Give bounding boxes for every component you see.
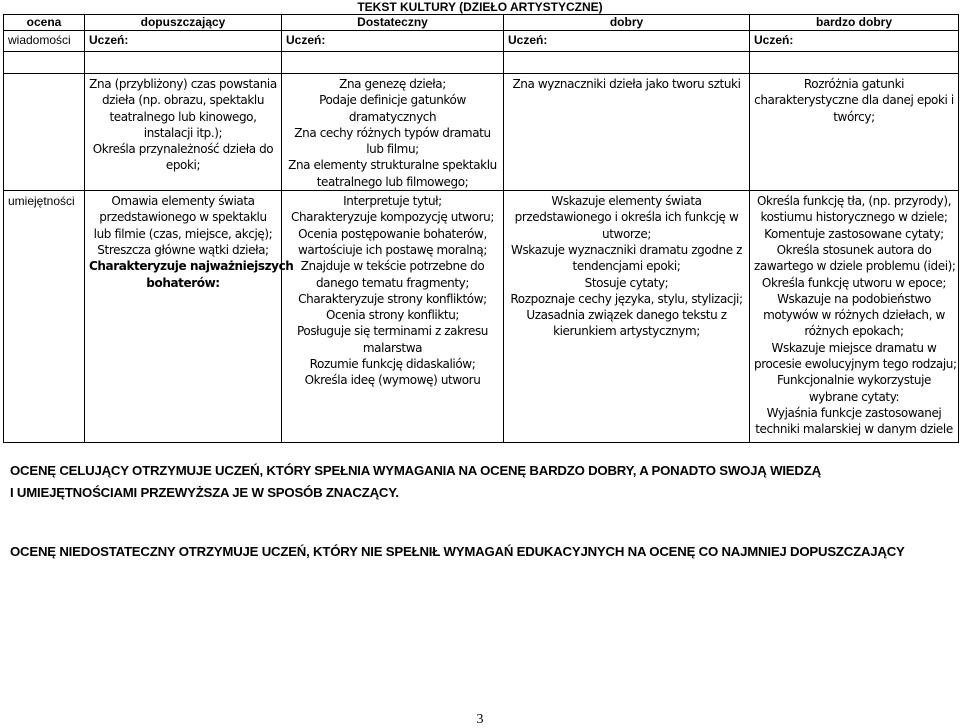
- cell-line: Funkcjonalnie wykorzystuje: [776, 373, 932, 388]
- cell-line: przedstawionego i określa ich funkcję w: [514, 210, 739, 225]
- cell-line: Podaje definicje gatunków: [319, 93, 466, 108]
- cell-line: motywów w różnych dziełach, w: [763, 308, 945, 323]
- spacer-row: [4, 52, 959, 74]
- row-label-empty: [4, 74, 85, 191]
- cell-line: kierunkiem artystycznym;: [553, 324, 700, 339]
- requirements-table: [3, 14, 959, 443]
- cell-line: Zna elementy strukturalne spektaklu: [288, 158, 497, 173]
- cell-line: twórcy;: [833, 109, 875, 124]
- cell-line: Komentuje zastosowane cytaty;: [764, 226, 944, 241]
- cell-line: Charakteryzuje kompozycję utworu;: [290, 210, 495, 225]
- cell-line: Interpretuje tytuł;: [343, 194, 442, 209]
- cell-line: kostiumu historycznego w dziele;: [760, 210, 948, 225]
- niedostateczny-note: OCENĘ NIEDOSTATECZNY OTRZYMUJE UCZEŃ, KTÓRY NIE SPEŁNIŁ WYMAGAŃ EDUKACYJNYCH NA OCENĘ CO NAJMNIEJ DOPUSZCZAJĄCY: [10, 544, 905, 559]
- wiadomosci-row: [4, 74, 959, 191]
- cell-line: Ocenia strony konfliktu;: [325, 308, 460, 323]
- cell-line: lub filmie (czas, miejsce, akcję);: [93, 226, 273, 241]
- cell-line: Rozumie funkcję didaskaliów;: [309, 357, 476, 372]
- cell-line: Uzasadnia związek danego tekstu z: [526, 308, 727, 323]
- cell-line: techniki malarskiej w danym dziele: [755, 422, 953, 437]
- umiejetnosci-row: [4, 191, 959, 443]
- cell-line: Określa funkcję tła, (np. przyrody),: [756, 194, 952, 209]
- cell-line: bohaterów:: [146, 275, 220, 290]
- row-label-umiejetnosci: umiejętności: [4, 191, 85, 443]
- cell-line: Wyjaśnia funkcje zastosowanej: [766, 405, 942, 420]
- cell-line: teatralnego lub filmowego;: [316, 174, 469, 189]
- wiedza-dobry-cell: [504, 74, 750, 191]
- wiedza-dopuszczajacy-cell: [85, 74, 282, 191]
- cell-line: Zna genezę dzieła;: [339, 77, 446, 91]
- cell-line: tendencjami epoki;: [572, 259, 681, 274]
- celujacy-note-line2: I UMIEJĘTNOŚCIAMI PRZEWYŻSZA JE W SPOSÓB ZNACZĄCY.: [10, 485, 399, 500]
- cell-line: Wskazuje wyznaczniki dramatu zgodne z: [510, 242, 742, 257]
- umiej-dostateczny-cell: [282, 191, 504, 443]
- cell-line: danego tematu fragmenty;: [315, 275, 470, 290]
- header-ocena: ocena: [4, 15, 85, 31]
- wiedza-bardzo-dobry-cell: [750, 74, 959, 191]
- cell-line: wartościuje ich postawę moralną;: [298, 242, 487, 257]
- cell-line: Określa ideę (wymowę) utworu: [304, 373, 481, 388]
- uczen-label: Uczeń:: [750, 31, 959, 52]
- cell-line: zawartego w dziele problemu (idei);: [754, 259, 956, 274]
- cell-line: Streszcza główne wątki dzieła;: [97, 242, 269, 257]
- cell-line: malarstwa: [362, 340, 423, 355]
- header-dobry: dobry: [504, 15, 750, 31]
- cell-line: Omawia elementy świata: [111, 194, 255, 209]
- header-dopuszczajacy: dopuszczający: [85, 15, 282, 31]
- cell-line: Znajduje w tekście potrzebne do: [300, 259, 485, 274]
- cell-line: Charakteryzuje strony konfliktów;: [298, 291, 487, 306]
- cell-line: Określa przynależność dzieła do: [92, 142, 274, 157]
- cell-line: charakterystyczne dla danej epoki i: [754, 93, 954, 108]
- umiej-dobry-cell: [504, 191, 750, 443]
- cell-line: Rozpoznaje cechy języka, stylu, stylizacji;: [510, 291, 743, 306]
- uczen-label: Uczeń:: [85, 31, 282, 52]
- umiej-bardzo-dobry-cell: [750, 191, 959, 443]
- cell-line: Wskazuje miejsce dramatu w: [771, 340, 937, 355]
- uczen-row: [4, 31, 959, 52]
- header-dostateczny: Dostateczny: [282, 15, 504, 31]
- document-title: TEKST KULTURY (DZIEŁO ARTYSTYCZNE): [357, 0, 603, 14]
- cell-line: Rozróżnia gatunki: [803, 77, 905, 91]
- cell-line: Zna wyznaczniki dzieła jako tworu sztuki: [512, 77, 741, 91]
- umiej-dopuszczajacy-cell: [85, 191, 294, 443]
- cell-line: utworze;: [602, 226, 651, 241]
- page-number: 3: [476, 712, 484, 727]
- cell-line: epoki;: [165, 158, 201, 173]
- header-bardzo-dobry: bardzo dobry: [750, 15, 959, 31]
- cell-line: Określa funkcję utworu w epoce;: [761, 275, 947, 290]
- cell-line: lub filmu;: [366, 142, 419, 157]
- wiedza-dostateczny-cell: [282, 74, 504, 191]
- cell-line: teatralnego lub kinowego,: [109, 109, 257, 124]
- uczen-label: Uczeń:: [504, 31, 750, 52]
- cell-line: Wskazuje elementy świata: [551, 194, 702, 209]
- cell-line: Charakteryzuje najważniejszych: [89, 259, 294, 274]
- cell-line: Określa stosunek autora do: [776, 242, 932, 257]
- cell-line: Ocenia postępowanie bohaterów,: [298, 226, 487, 241]
- cell-line: Zna cechy różnych typów dramatu: [294, 125, 491, 140]
- cell-line: Posługuje się terminami z zakresu: [296, 324, 488, 339]
- cell-line: Wskazuje na podobieństwo: [777, 291, 931, 306]
- cell-line: dzieła (np. obrazu, spektaklu: [101, 93, 265, 108]
- cell-line: Zna (przybliżony) czas powstania: [89, 77, 277, 91]
- uczen-label: Uczeń:: [282, 31, 504, 52]
- cell-line: wybrane cytaty:: [808, 389, 900, 404]
- row-label-wiadomosci: wiadomości: [4, 31, 85, 52]
- cell-line: Stosuje cytaty;: [584, 275, 669, 290]
- cell-line: dramatycznych: [348, 109, 437, 124]
- celujacy-note-line1: OCENĘ CELUJĄCY OTRZYMUJE UCZEŃ, KTÓRY SPEŁNIA WYMAGANIA NA OCENĘ BARDZO DOBRY, A PONADTO SWOJĄ WIEDZĄ: [10, 463, 821, 478]
- grade-header-row: [4, 15, 959, 31]
- cell-line: procesie ewolucyjnym tego rodzaju;: [754, 357, 957, 372]
- cell-line: przedstawionego w spektaklu: [99, 210, 267, 225]
- cell-line: różnych epokach;: [804, 324, 904, 339]
- cell-line: instalacji itp.);: [143, 125, 223, 140]
